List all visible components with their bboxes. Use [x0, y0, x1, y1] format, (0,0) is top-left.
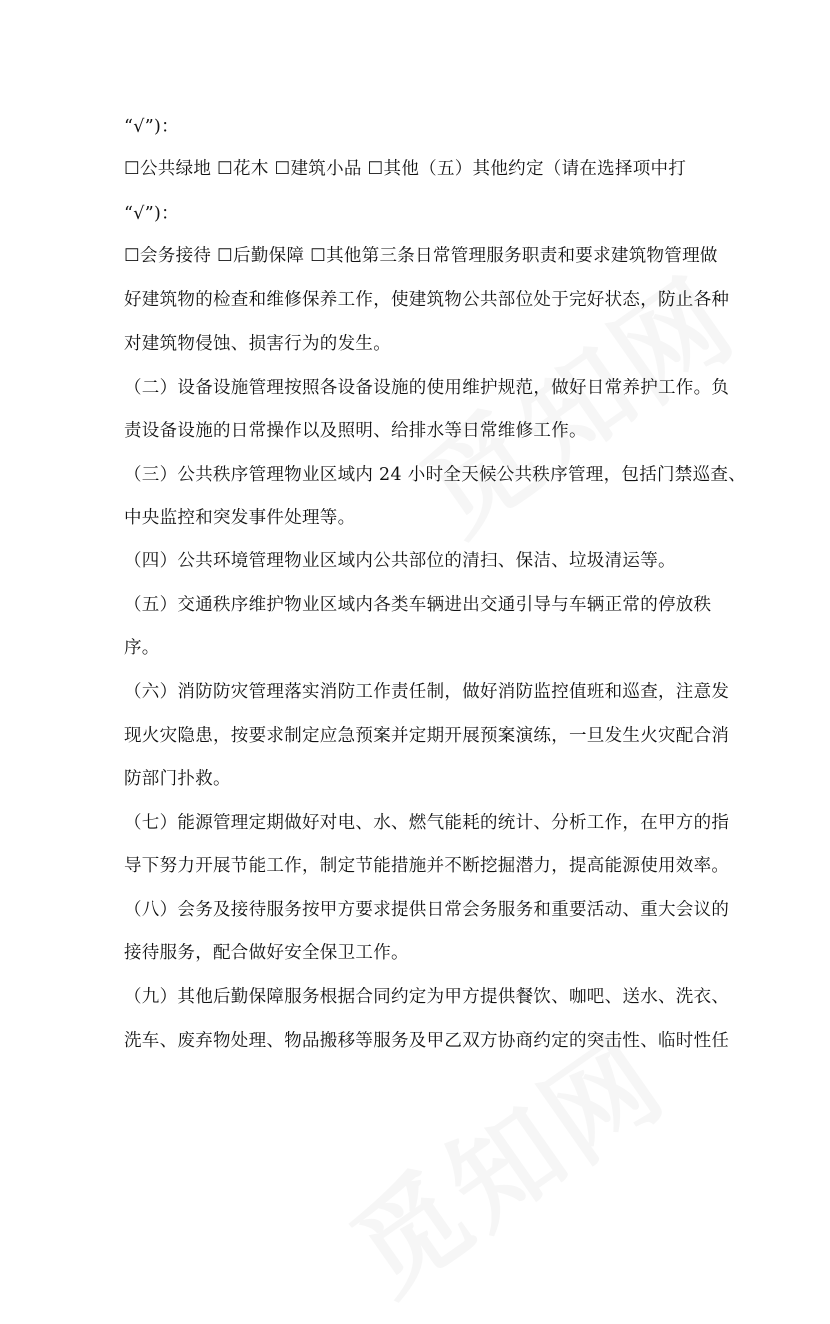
- watermark: [386, 234, 762, 563]
- text-line: 序。: [124, 638, 160, 658]
- text-line: ☐会务接待 ☐后勤保障 ☐其他第三条日常管理服务职责和要求建筑物管理做: [124, 246, 718, 266]
- text-line: 接待服务，配合做好安全保卫工作。: [124, 943, 409, 963]
- text-line: 导下努力开展节能工作，制定节能措施并不断挖掘潜力，提高能源使用效率。: [124, 856, 730, 876]
- text-line: 中央监控和突发事件处理等。: [124, 508, 356, 528]
- text-line: （九）其他后勤保障服务根据合同约定为甲方提供餐饮、咖吧、送水、洗衣、: [124, 987, 730, 1007]
- text-line: 对建筑物侵蚀、损害行为的发生。: [124, 334, 391, 354]
- text-line: （八）会务及接待服务按甲方要求提供日常会务服务和重要活动、重大会议的: [124, 900, 730, 920]
- text-line: 责设备设施的日常操作以及照明、给排水等日常维修工作。: [124, 421, 587, 441]
- text-line: （四）公共环境管理物业区域内公共部位的清扫、保洁、垃圾清运等。: [124, 551, 676, 571]
- text-line: （三）公共秩序管理物业区域内 24 小时全天候公共秩序管理，包括门禁巡查、: [124, 465, 746, 485]
- text-line: 好建筑物的检查和维修保养工作，使建筑物公共部位处于完好状态，防止各种: [124, 290, 730, 310]
- text-line: “√”)：: [124, 117, 179, 137]
- text-line: 洗车、废弃物处理、物品搬移等服务及甲乙双方协商约定的突击性、临时性任: [124, 1031, 730, 1051]
- text-line: （二）设备设施管理按照各设备设施的使用维护规范，做好日常养护工作。负: [124, 378, 730, 398]
- text-line: （五）交通秩序维护物业区域内各类车辆进出交通引导与车辆正常的停放秩: [124, 595, 712, 615]
- text-line: “√”)：: [124, 204, 179, 224]
- text-line: 现火灾隐患，按要求制定应急预案并定期开展预案演练，一旦发生火灾配合消: [124, 726, 730, 746]
- text-line: 防部门扑救。: [124, 769, 231, 789]
- text-line: （六）消防防灾管理落实消防工作责任制，做好消防监控值班和巡查，注意发: [124, 682, 730, 702]
- text-line: ☐公共绿地 ☐花木 ☐建筑小品 ☐其他（五）其他约定（请在选择项中打: [124, 159, 687, 179]
- text-line: （七）能源管理定期做好对电、水、燃气能耗的统计、分析工作，在甲方的指: [124, 813, 730, 833]
